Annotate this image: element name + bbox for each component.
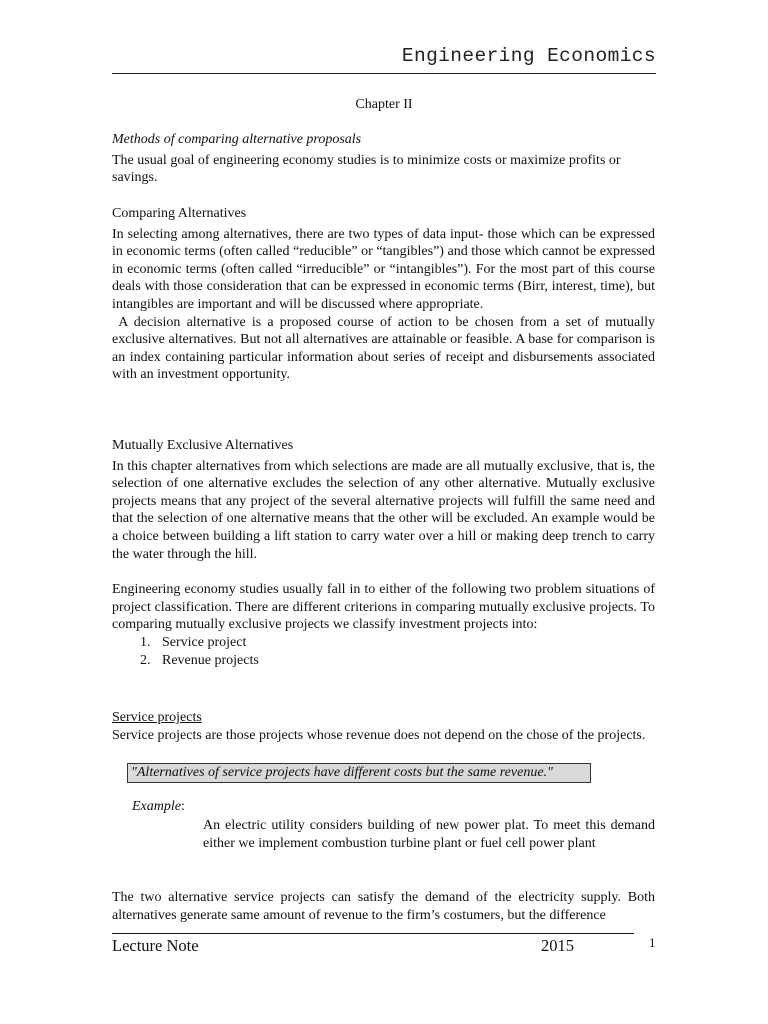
list-number: 2. (140, 652, 151, 668)
section-service-projects (112, 709, 655, 744)
list-text: Service project (162, 634, 247, 650)
section-heading: Comparing Alternatives (112, 206, 247, 221)
section-comparing-alternatives (112, 205, 659, 384)
footer-lecture-note: Lecture Note (112, 936, 199, 955)
example-label-colon: : (180, 799, 185, 814)
paragraph: In this chapter alternatives from which selections are made are all mutually exclusive, that is, the selection of one alternative excludes the selection of any other alternative. Mutually exclusive projects means that any project of the several alternative projects will fulfill the same need and that the selection of one alternative means that the other will be excluded. An example would be a choice between building a lift station to carry water over a hill or making deep trench to carry the water through the hill. (112, 458, 655, 562)
chapter-title: Chapter II (355, 97, 413, 112)
paragraph: Service projects are those projects whose revenue does not depend on the chose of the projects. (112, 727, 646, 743)
footer-year: 2015 (541, 936, 574, 955)
footer-rule (112, 933, 634, 934)
section-mutually-exclusive (112, 437, 655, 669)
example-text: An electric utility considers building of new power plat. To meet this demand either we implement combustion turbine plant or fuel cell power plant (203, 818, 655, 851)
paragraph: A decision alternative is a proposed course of action to be chosen from a set of mutually exclusive alternatives. But not all alternatives are attainable or feasible. A base for comparison is an index containing particular information about series of receipt and disbursements associated with an investment opportunity. (112, 314, 659, 383)
list-number: 1. (140, 634, 151, 650)
paragraph: The usual goal of engineering economy studies is to minimize costs or maximize profits or savings. (112, 152, 621, 186)
list-text: Revenue projects (162, 652, 259, 668)
page-number: 1 (649, 935, 656, 950)
example-label-text: Example (132, 799, 181, 814)
list-item (112, 652, 655, 670)
highlighted-quote: "Alternatives of service projects have different costs but the same revenue." (127, 763, 591, 783)
example-label (132, 799, 185, 815)
list-item (112, 634, 655, 652)
running-header-title: Engineering Economics (401, 45, 656, 67)
section-heading: Methods of comparing alternative proposals (112, 132, 362, 147)
section-methods (112, 131, 655, 187)
section-heading: Service projects (112, 710, 202, 725)
closing-paragraph: The two alternative service projects can satisfy the demand of the electricity supply. Both alternatives generate same amount of revenue to the firm’s costumers, but the difference (112, 890, 655, 923)
header-rule (112, 73, 656, 74)
paragraph: Engineering economy studies usually fall in to either of the following two problem situations of project classification. There are different criterions in comparing mutually exclusive projects. To comparing mutually exclusive projects we classify investment projects into: (112, 582, 655, 633)
project-type-list (112, 634, 655, 669)
paragraph: In selecting among alternatives, there are two types of data input- those which can be expressed in economic terms (often called “reducible” or “tangibles”) and those which cannot be expressed in economic terms (often called “irreducible” or “intangibles”). For the most part of this course deals with those consideration that can be expressed in economic terms (Birr, interest, time), but intangibles are important and will be discussed where appropriate. (112, 226, 655, 312)
section-heading: Mutually Exclusive Alternatives (112, 438, 294, 453)
